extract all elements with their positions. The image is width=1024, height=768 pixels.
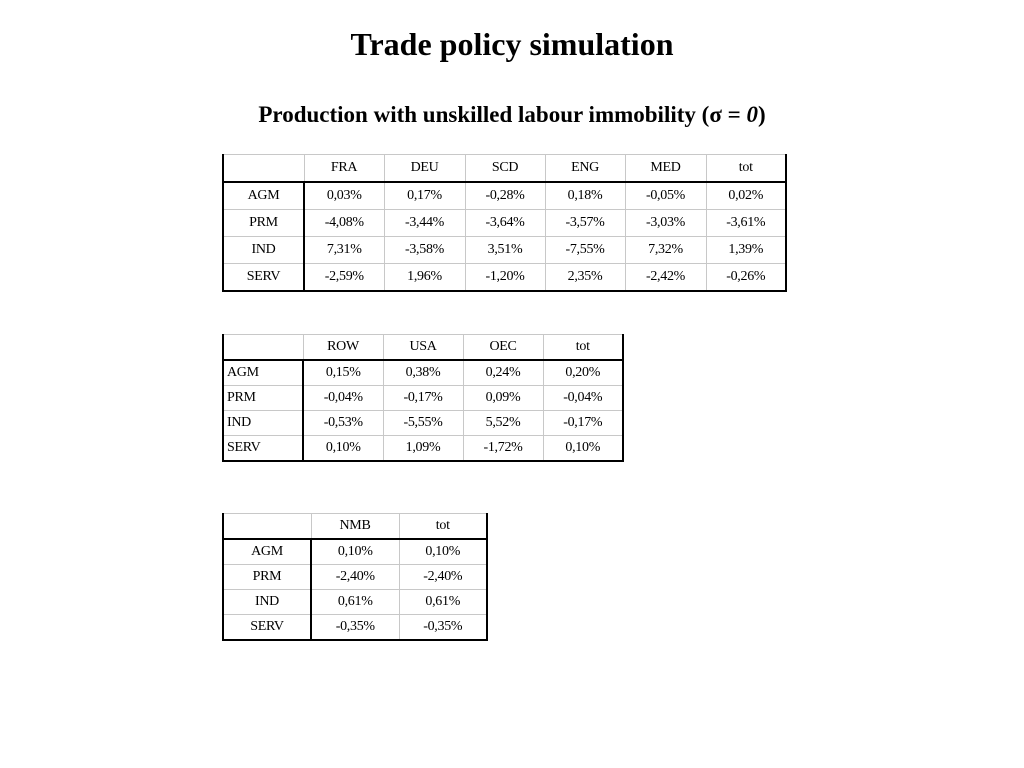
table-cell: 0,17% xyxy=(384,182,465,210)
corner-cell xyxy=(223,335,303,361)
table-cell: 0,10% xyxy=(543,436,623,462)
column-header: ENG xyxy=(545,155,625,183)
table-cell: 1,09% xyxy=(383,436,463,462)
table-row xyxy=(223,565,487,590)
table-cell-highlighted: 2,35% xyxy=(545,264,625,292)
table-cell: 3,51% xyxy=(465,237,545,264)
column-header: tot xyxy=(399,514,487,540)
table-header-row xyxy=(223,514,487,540)
table-row xyxy=(223,182,786,210)
row-label: IND xyxy=(223,237,304,264)
table-row xyxy=(223,590,487,615)
table-cell: 0,10% xyxy=(399,539,487,565)
subtitle-prefix: Production with unskilled labour immobility ( xyxy=(258,102,710,127)
table-row xyxy=(223,411,623,436)
table-cell: 0,09% xyxy=(463,386,543,411)
table-cell: -3,64% xyxy=(465,210,545,237)
row-label: SERV xyxy=(223,264,304,292)
table-cell: -0,35% xyxy=(399,615,487,641)
table-cell: -0,04% xyxy=(543,386,623,411)
table-cell: 0,15% xyxy=(303,360,383,386)
table-cell: 0,18% xyxy=(545,182,625,210)
column-header: MED xyxy=(625,155,706,183)
subtitle-suffix: ) xyxy=(757,102,766,127)
column-header: tot xyxy=(543,335,623,361)
table-cell: 0,10% xyxy=(303,436,383,462)
world-production-table xyxy=(222,334,624,462)
table-cell: -0,53% xyxy=(303,411,383,436)
table-cell: -3,58% xyxy=(384,237,465,264)
table-cell: -0,26% xyxy=(706,264,786,292)
table-cell: 0,10% xyxy=(311,539,399,565)
table-cell-highlighted: -2,59% xyxy=(304,264,384,292)
row-label: SERV xyxy=(223,436,303,462)
table-header-row xyxy=(223,335,623,361)
row-label: PRM xyxy=(223,210,304,237)
row-label: IND xyxy=(223,590,311,615)
table-row xyxy=(223,386,623,411)
table-cell: -0,05% xyxy=(625,182,706,210)
sigma-symbol: σ xyxy=(709,102,722,127)
column-header: ROW xyxy=(303,335,383,361)
page-subtitle xyxy=(0,100,1024,130)
table-cell: -0,28% xyxy=(465,182,545,210)
row-label: AGM xyxy=(223,182,304,210)
row-label: AGM xyxy=(223,360,303,386)
table-cell: -2,40% xyxy=(311,565,399,590)
page-title: Trade policy simulation xyxy=(350,26,674,62)
table-cell: -3,03% xyxy=(625,210,706,237)
row-label: AGM xyxy=(223,539,311,565)
row-label: PRM xyxy=(223,565,311,590)
table-cell: 0,03% xyxy=(304,182,384,210)
table-row xyxy=(223,436,623,462)
table-cell: 5,52% xyxy=(463,411,543,436)
table-row xyxy=(223,237,786,264)
table-cell: -1,20% xyxy=(465,264,545,292)
table-cell-highlighted: -7,55% xyxy=(545,237,625,264)
table-cell: 0,61% xyxy=(311,590,399,615)
table-cell-highlighted: 7,31% xyxy=(304,237,384,264)
column-header: OEC xyxy=(463,335,543,361)
table-row xyxy=(223,360,623,386)
row-label: SERV xyxy=(223,615,311,641)
table-cell: 0,02% xyxy=(706,182,786,210)
column-header: NMB xyxy=(311,514,399,540)
table-cell: -1,72% xyxy=(463,436,543,462)
table-row xyxy=(223,210,786,237)
table-cell: 1,39% xyxy=(706,237,786,264)
table-cell: -0,17% xyxy=(543,411,623,436)
table-cell: 0,61% xyxy=(399,590,487,615)
table-cell: -0,17% xyxy=(383,386,463,411)
table-cell: -3,44% xyxy=(384,210,465,237)
corner-cell xyxy=(223,514,311,540)
corner-cell xyxy=(223,155,304,183)
column-header: SCD xyxy=(465,155,545,183)
row-label: PRM xyxy=(223,386,303,411)
europe-production-table xyxy=(222,154,787,292)
table-cell: -0,35% xyxy=(311,615,399,641)
table-cell: -2,42% xyxy=(625,264,706,292)
table-cell: -2,40% xyxy=(399,565,487,590)
column-header: tot xyxy=(706,155,786,183)
column-header: FRA xyxy=(304,155,384,183)
table-cell: -3,61% xyxy=(706,210,786,237)
table-cell: -0,04% xyxy=(303,386,383,411)
table-cell: 0,24% xyxy=(463,360,543,386)
column-header: USA xyxy=(383,335,463,361)
nmb-production-table xyxy=(222,513,488,641)
table-cell: 7,32% xyxy=(625,237,706,264)
table-cell: -4,08% xyxy=(304,210,384,237)
table-row xyxy=(223,539,487,565)
sigma-value: 0 xyxy=(746,102,758,127)
table-cell: 0,20% xyxy=(543,360,623,386)
row-label: IND xyxy=(223,411,303,436)
table-row xyxy=(223,615,487,641)
table-cell: 0,38% xyxy=(383,360,463,386)
table-cell: -5,55% xyxy=(383,411,463,436)
table-header-row xyxy=(223,155,786,183)
table-cell: 1,96% xyxy=(384,264,465,292)
table-row xyxy=(223,264,786,292)
table-cell: -3,57% xyxy=(545,210,625,237)
subtitle-equals: = xyxy=(721,102,747,127)
column-header: DEU xyxy=(384,155,465,183)
